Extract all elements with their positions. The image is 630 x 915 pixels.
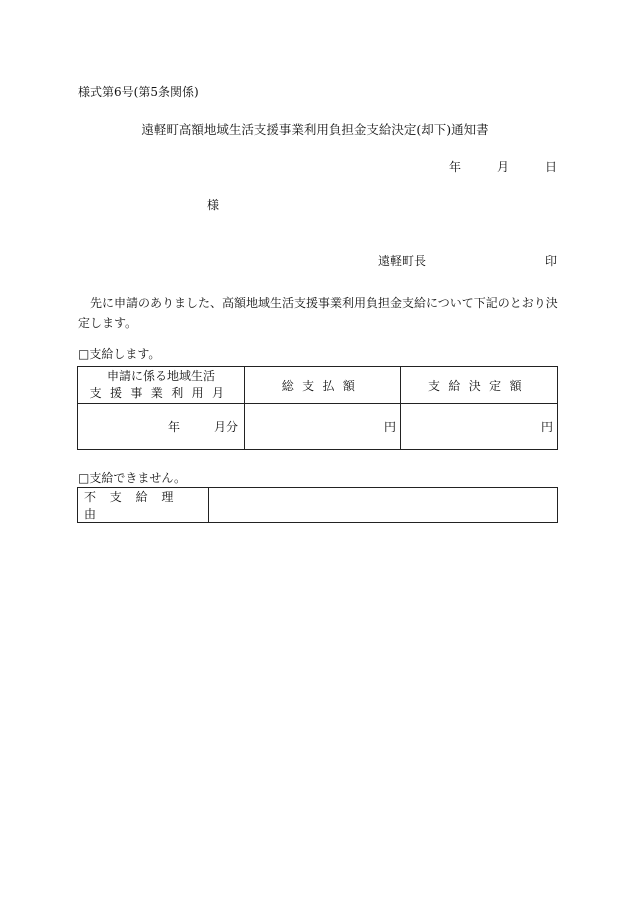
approve-table-value-row: [78, 404, 558, 450]
section-reject-label: □支給できません。: [78, 471, 187, 485]
reject-table: [77, 487, 558, 523]
usage-year-label: 年: [167, 420, 180, 434]
total-payment-cell[interactable]: [245, 404, 401, 450]
total-payment-yen-label: 円: [383, 420, 396, 434]
date-day-label: 日: [545, 160, 558, 174]
decided-amount-yen-label: 円: [540, 420, 553, 434]
usage-month-label: 月分: [213, 420, 238, 434]
decided-amount-cell[interactable]: [401, 404, 558, 450]
seal-mark: 印: [545, 254, 558, 268]
reason-label: 不支給理由: [78, 488, 209, 523]
header-usage-month-line2: 支援事業利用月: [89, 386, 233, 400]
reject-table-row: [78, 488, 558, 523]
approve-table-header-row: [78, 367, 558, 404]
header-usage-month: [78, 367, 245, 404]
reason-value-cell[interactable]: [209, 488, 558, 523]
approve-table: [77, 366, 558, 450]
usage-month-cell[interactable]: [78, 404, 245, 450]
document-title: 遠軽町高額地域生活支援事業利用負担金支給決定(却下)通知書: [141, 122, 489, 137]
body-text: 先に申請のありました、高額地域生活支援事業利用負担金支給について下記のとおり決定します。: [78, 296, 558, 330]
issuer-name: 遠軽町長: [378, 254, 427, 268]
header-total-payment: 総支払額: [245, 367, 401, 404]
date-year-label: 年: [449, 160, 462, 174]
form-number: 様式第6号(第5条関係): [78, 85, 199, 99]
date-month-label: 月: [497, 160, 510, 174]
header-usage-month-line1: 申請に係る地域生活: [106, 369, 215, 383]
recipient-suffix: 様: [207, 198, 220, 212]
header-decided-amount: 支給決定額: [401, 367, 558, 404]
section-approve-label: □支給します。: [78, 347, 161, 361]
